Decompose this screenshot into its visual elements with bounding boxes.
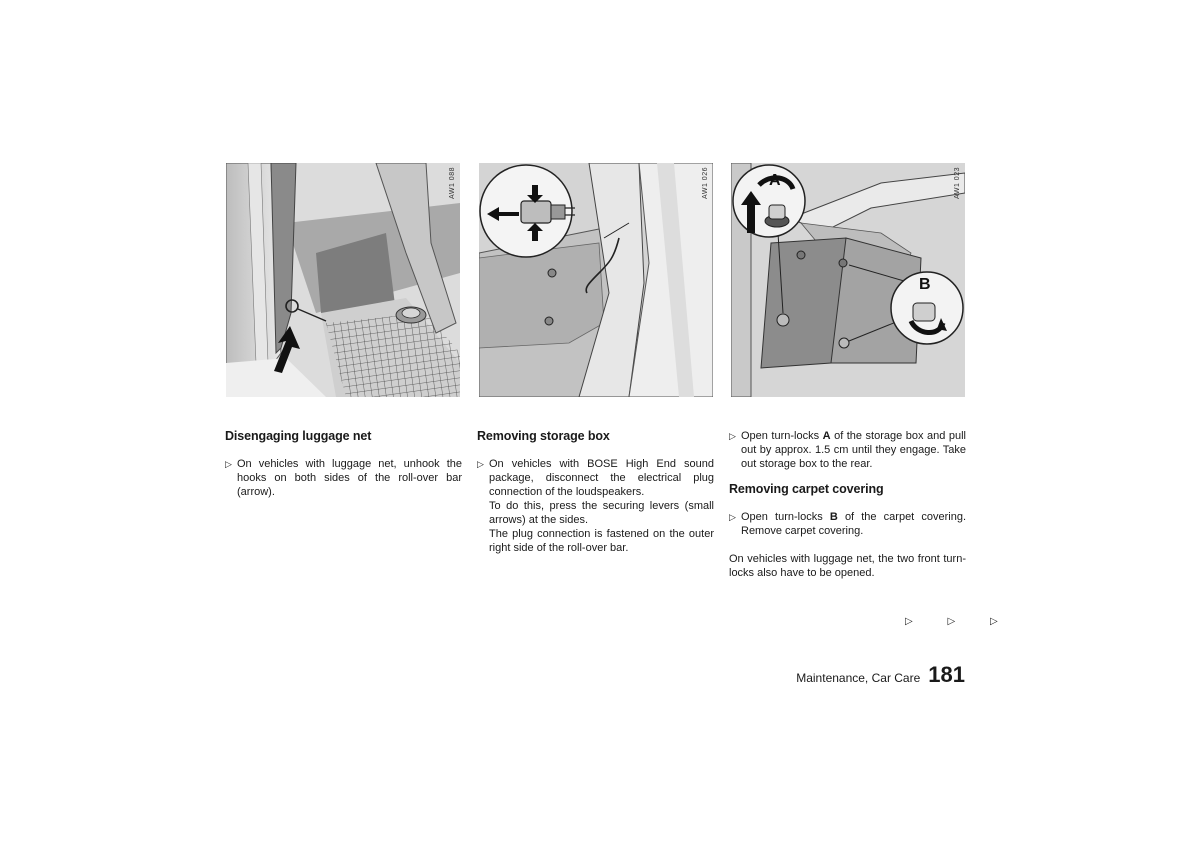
figure-code: AW1 023 (954, 167, 961, 200)
turn-locks-illustration (731, 163, 965, 397)
column-turn-locks (729, 429, 966, 580)
instruction-item (477, 457, 714, 555)
callout-b: B (919, 276, 931, 293)
figure-storage-box-plug (479, 163, 713, 397)
section-heading: Removing carpet covering (729, 482, 884, 496)
figure-luggage-net (226, 163, 460, 397)
page-number: 181 (928, 662, 965, 687)
bullet-marker: ▷ (477, 459, 484, 469)
plug-connection-illustration (479, 163, 713, 397)
luggage-net-illustration (226, 163, 460, 397)
note-text: On vehicles with luggage net, the two front turn-locks also have to be opened. (729, 553, 966, 579)
turn-lock-label: B (829, 511, 838, 523)
instruction-text: Open turn-locks B of the carpet covering. Remove carpet covering. (741, 511, 967, 537)
instruction-text: The plug connection is fastened on the outer right side of the roll-over bar. (489, 528, 714, 554)
instruction-item (729, 510, 966, 538)
section-heading: Disengaging luggage net (225, 429, 372, 443)
continued-marker: ▷ ▷ ▷ (905, 616, 1014, 627)
turn-lock-label: A (822, 430, 831, 442)
bullet-marker: ▷ (729, 512, 736, 522)
instruction-text: On vehicles with luggage net, unhook the hooks on both sides of the roll-over bar (arrow). (237, 458, 462, 498)
section-heading: Removing storage box (477, 429, 610, 443)
column-storage-box (477, 429, 714, 555)
page-footer (796, 662, 965, 688)
instruction-text: On vehicles with BOSE High End sound package, disconnect the electrical plug connection of the loudspeakers. (489, 458, 714, 498)
column-luggage-net (225, 429, 462, 499)
instruction-item (729, 429, 966, 471)
instruction-text: Open turn-locks A of the storage box and pull out by approx. 1.5 cm until they engage. Take out storage box to the rear. (741, 430, 966, 470)
instruction-text: To do this, press the securing levers (small arrows) at the sides. (489, 500, 714, 526)
bullet-marker: ▷ (729, 431, 736, 441)
figure-code: AW1 026 (702, 167, 709, 200)
bullet-marker: ▷ (225, 459, 232, 469)
callout-a: A (769, 172, 781, 189)
figure-code: AW1 088 (449, 167, 456, 200)
section-name: Maintenance, Car Care (796, 671, 921, 685)
instruction-item (225, 457, 462, 499)
figure-turn-locks (731, 163, 965, 397)
